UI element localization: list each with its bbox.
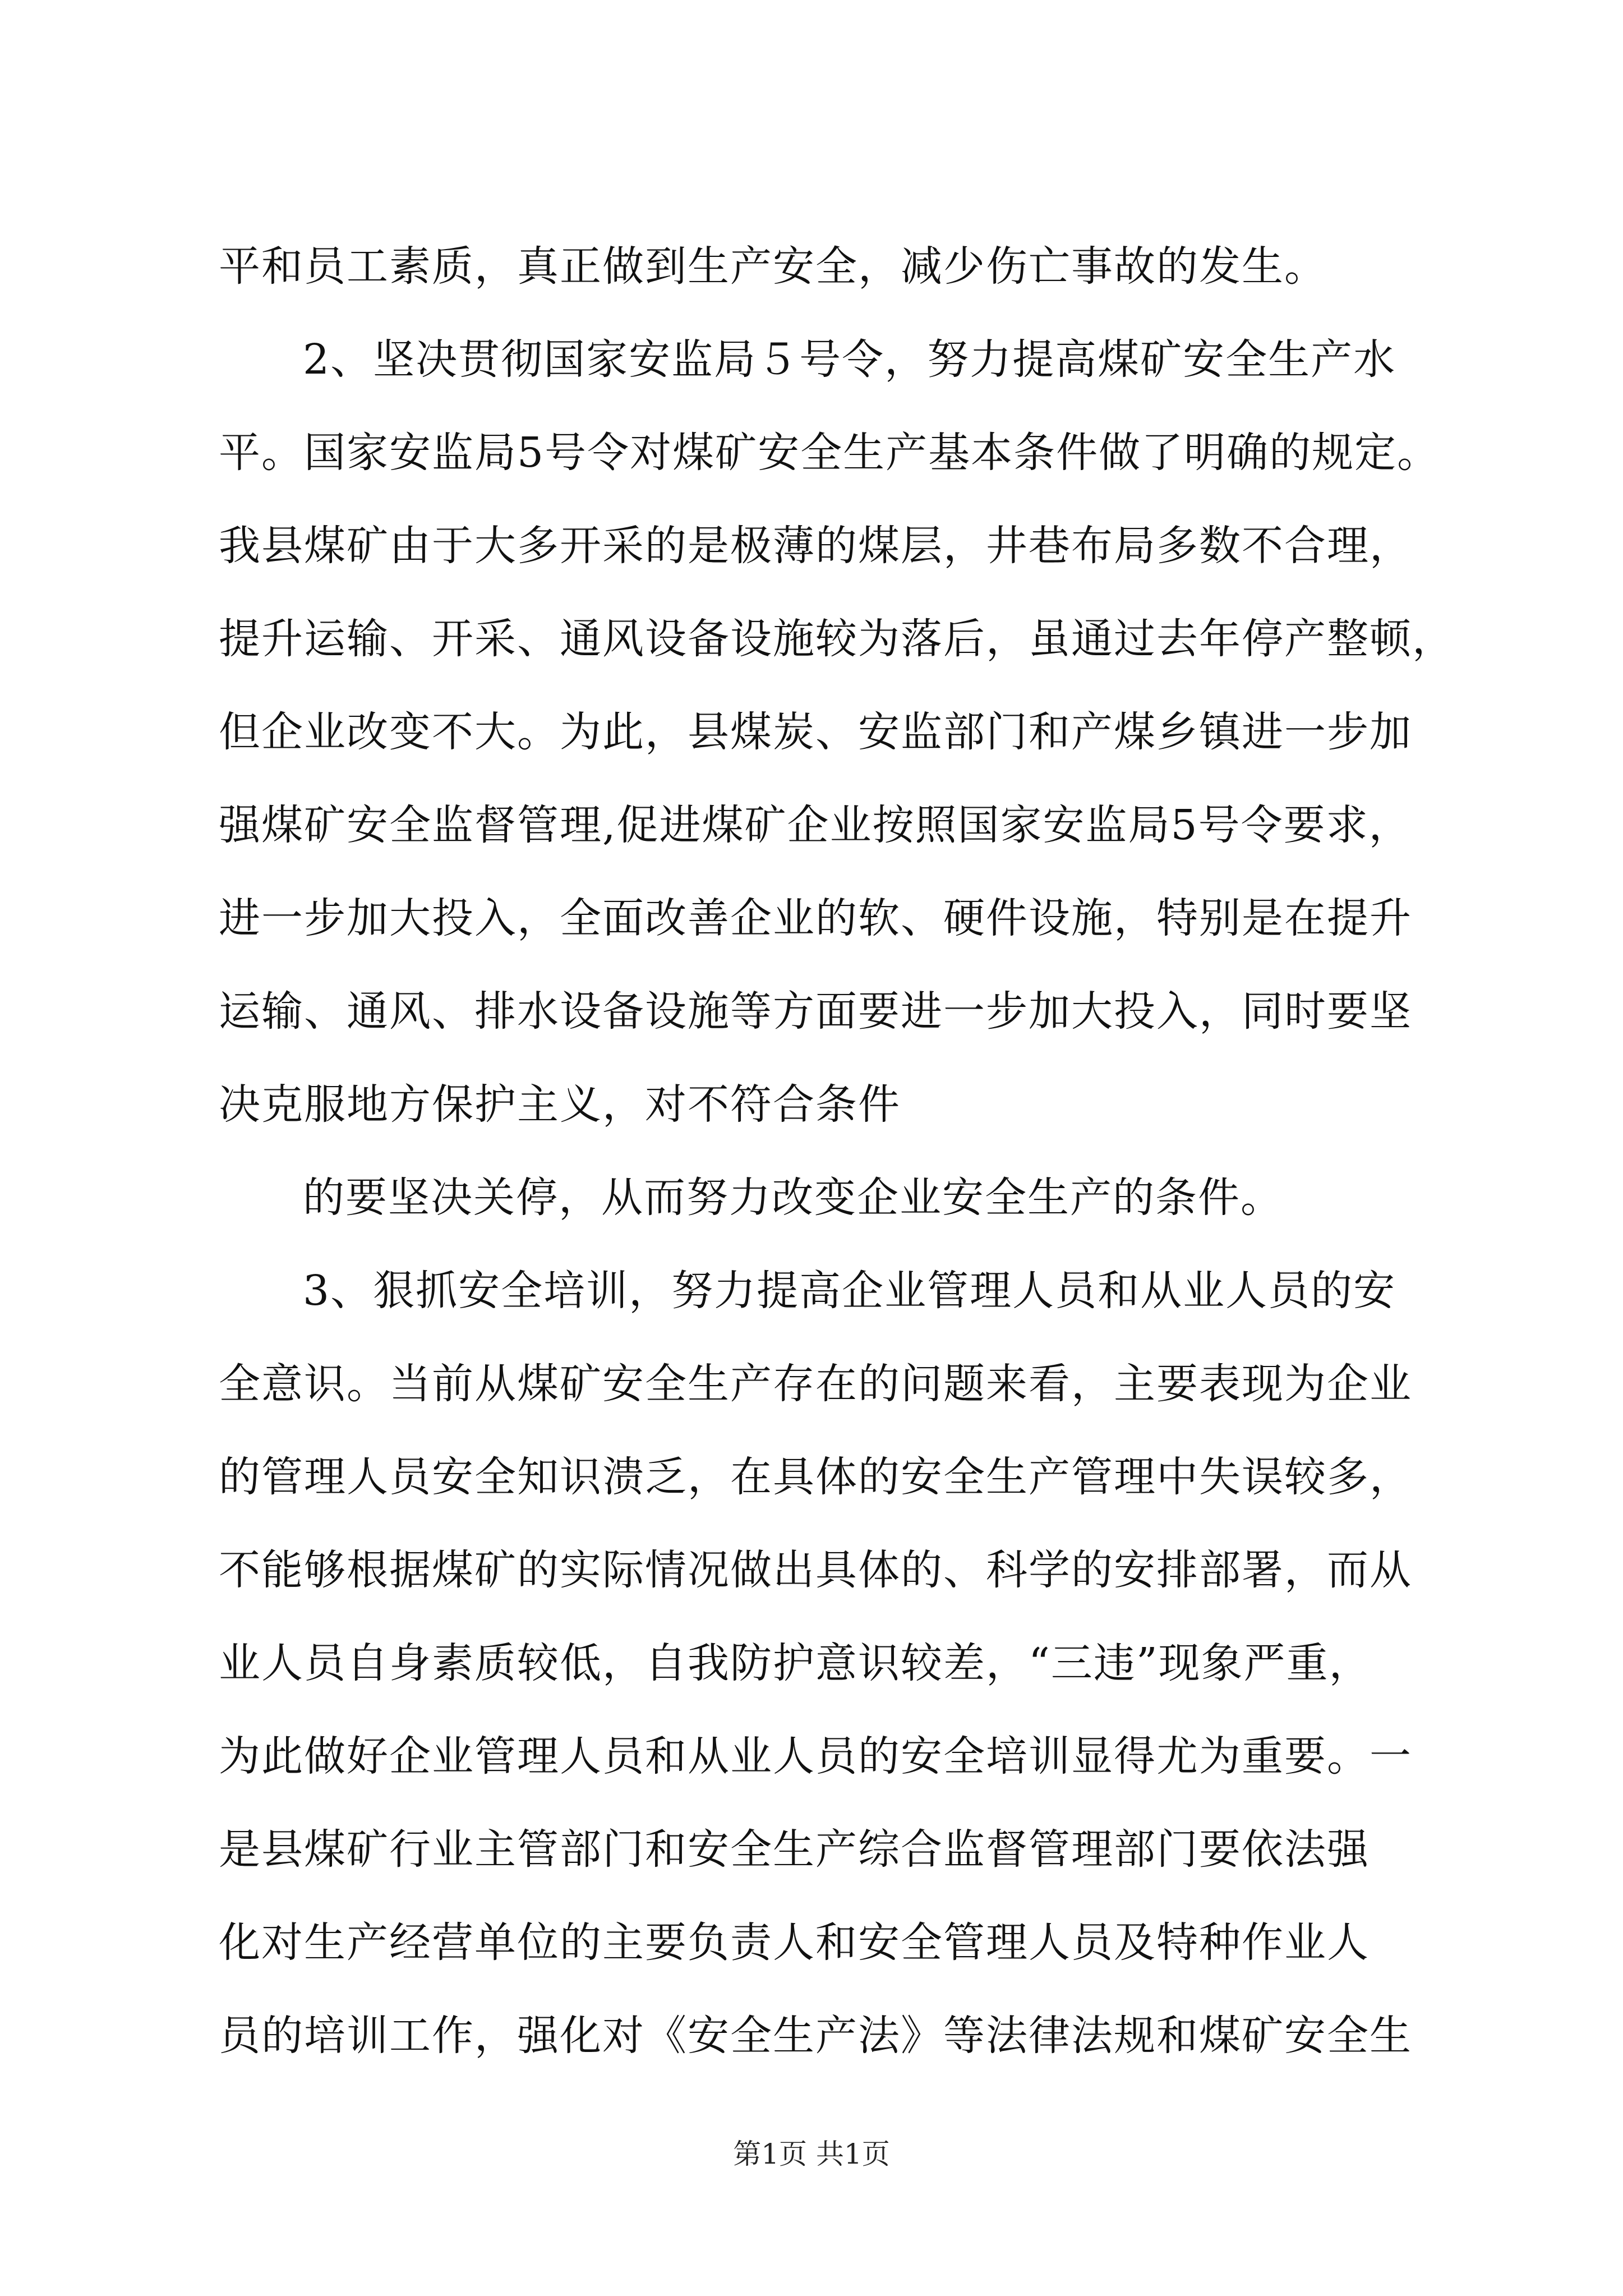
text-line-3: 平。国家安监局5号令对煤矿安全生产基本条件做了明确的规定。 (219, 429, 1440, 477)
text-line-17: 为此做好企业管理人员和从业人员的安全培训显得尤为重要。一 (219, 1732, 1412, 1780)
text-line-11: 的要坚决关停，从而努力改变企业安全生产的条件。 (303, 1174, 1283, 1222)
text-line-4: 我县煤矿由于大多开采的是极薄的煤层，井巷布局多数不合理， (219, 522, 1412, 570)
text-line-6: 但企业改变不大。为此，县煤炭、安监部门和产煤乡镇进一步加 (219, 708, 1412, 756)
text-line-13: 全意识。当前从煤矿安全生产存在的问题来看，主要表现为企业 (219, 1360, 1412, 1408)
text-line-1: 平和员工素质，真正做到生产安全，减少伤亡事故的发生。 (219, 242, 1327, 291)
page-number-footer: 第1页 共1页 (733, 2138, 890, 2170)
text-line-10: 决克服地方保护主义，对不符合条件 (219, 1080, 901, 1129)
text-line-15: 不能够根据煤矿的实际情况做出具体的、科学的安排部署，而从 (219, 1546, 1412, 1594)
text-line-9: 运输、通风、排水设备设施等方面要进一步加大投入，同时要坚 (219, 987, 1412, 1036)
text-line-2: 2、坚决贯彻国家安监局５号令，努力提高煤矿安全生产水 (303, 335, 1396, 384)
text-line-14: 的管理人员安全知识溃乏，在具体的安全生产管理中失误较多， (219, 1453, 1412, 1501)
text-line-16: 业人员自身素质较低，自我防护意识较差，“三违”现象严重， (219, 1639, 1372, 1687)
text-line-8: 进一步加大投入，全面改善企业的软、硬件设施，特别是在提升 (219, 894, 1412, 942)
text-line-20: 员的培训工作，强化对《安全生产法》等法律法规和煤矿安全生 (219, 2012, 1412, 2060)
text-line-5: 提升运输、开采、通风设备设施较为落后，虽通过去年停产整顿， (219, 615, 1455, 663)
text-line-12: 3、狠抓安全培训，努力提高企业管理人员和从业人员的安 (303, 1267, 1396, 1315)
text-line-18: 是县煤矿行业主管部门和安全生产综合监督管理部门要依法强 (219, 1825, 1370, 1874)
text-line-7: 强煤矿安全监督管理,促进煤矿企业按照国家安监局5号令要求， (219, 801, 1412, 849)
text-line-19: 化对生产经营单位的主要负责人和安全管理人员及特种作业人 (219, 1918, 1370, 1967)
